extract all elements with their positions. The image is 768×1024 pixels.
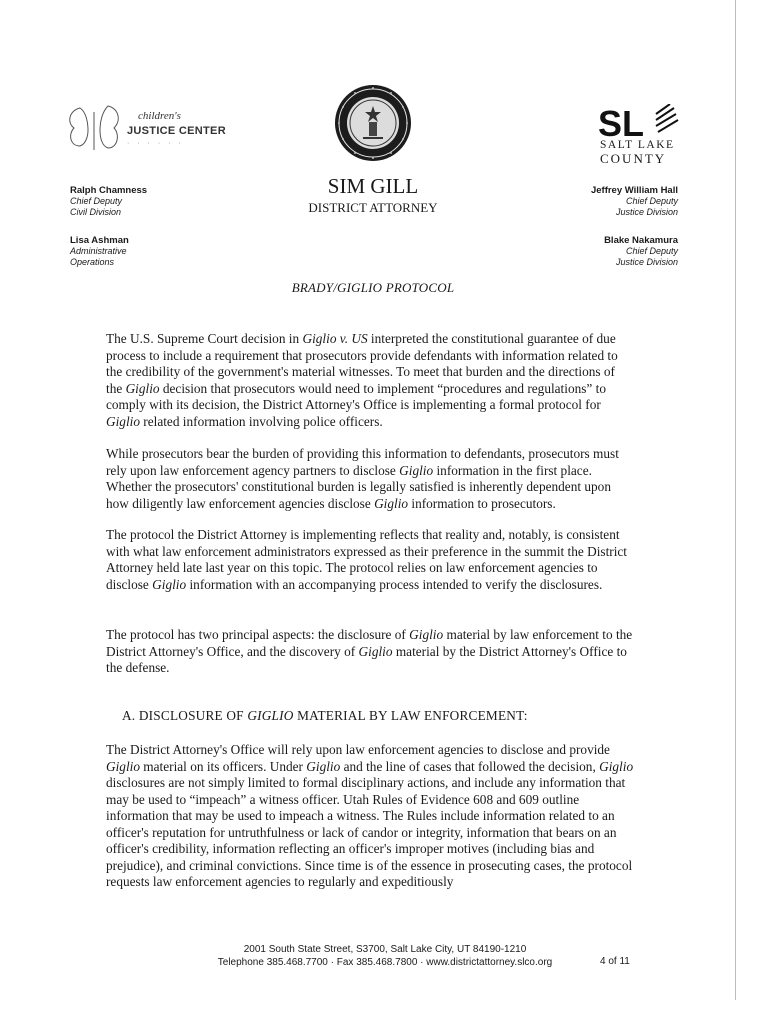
cjc-logo-line1: children's bbox=[138, 110, 181, 122]
staff-role: Administrative bbox=[70, 246, 127, 256]
staff-division: Justice Division bbox=[615, 257, 678, 267]
scan-edge-line bbox=[735, 0, 736, 1000]
staff-role: Chief Deputy bbox=[625, 246, 678, 256]
cjc-logo-tagline: · · · · · · bbox=[127, 140, 184, 147]
salt-lake-line: SALT LAKE bbox=[600, 139, 675, 151]
staff-division: Operations bbox=[70, 257, 115, 267]
staff-division: Civil Division bbox=[70, 207, 122, 217]
footer-line2: Telephone 385.468.7700 · Fax 385.468.7800 · www.districtattorney.slco.org bbox=[217, 957, 553, 968]
paragraph-1: The U.S. Supreme Court decision in Giglio v. US interpreted the constitutional guarantee of due process to include a requirement that prosecutors provide defendants with information related to the credibility of the government's material witnesses. To meet that burden and the directions of the Giglio decision that prosecutors would need to implement “procedures and regulations” to comply with its decision, the District Attorney's Office is implementing a formal protocol for Giglio related information involving police officers. bbox=[106, 331, 618, 429]
staff-left-2 bbox=[70, 235, 129, 268]
footer-address bbox=[150, 943, 620, 969]
document-title: BRADY/GIGLIO PROTOCOL bbox=[291, 280, 455, 295]
staff-name: Jeffrey William Hall bbox=[590, 185, 678, 196]
staff-right-1 bbox=[591, 185, 678, 218]
paragraph-2: While prosecutors bear the burden of providing this information to defendants, prosecutors must rely upon law enforcement agency partners to disclose Giglio information in the first place. Whether the prosecutors' constitutional burden is legally satisfied is inherently dependent upon how diligently law enforcement agencies disclose Giglio information to prosecutors. bbox=[106, 446, 619, 511]
staff-division: Justice Division bbox=[615, 207, 678, 217]
staff-right-2 bbox=[604, 235, 678, 268]
footer-line1: 2001 South State Street, S3700, Salt Lake City, UT 84190-1210 bbox=[243, 944, 527, 955]
staff-left-1 bbox=[70, 185, 147, 218]
district-attorney-name: SIM GILL bbox=[327, 174, 419, 198]
sl-monogram: SL bbox=[598, 104, 645, 144]
district-attorney-title: DISTRICT ATTORNEY bbox=[308, 200, 438, 215]
county-line: COUNTY bbox=[600, 151, 667, 166]
paragraph-3: The protocol the District Attorney is implementing reflects that reality and, notably, is consistent with what law enforcement administrators expressed as their preference in the summit the District Attorney held late last year on this topic. The protocol relies on law enforcement agencies to disclose Giglio information with an accompanying process intended to verify the disclosures. bbox=[106, 527, 627, 592]
cjc-logo-line2: JUSTICE CENTER bbox=[127, 125, 226, 137]
paragraph-4: The protocol has two principal aspects: the disclosure of Giglio material by law enforcement to the District Attorney's Office, and the discovery of Giglio material by the District Attorney's Office to the defense. bbox=[106, 627, 633, 675]
staff-name: Lisa Ashman bbox=[70, 235, 129, 246]
paragraph-5: The District Attorney's Office will rely upon law enforcement agencies to disclose and provide Giglio material on its officers. Under Giglio and the line of cases that followed the decision, Giglio disclosures are not simply limited to formal disciplinary actions, and include any information that may be used to “impeach” a witness officer. Utah Rules of Evidence 608 and 609 outline information that may be used to impeach a witness. The Rules include information related to an officer's reputation for untruthfulness or lack of candor or integrity, information that bears on an officer's credibility, information reflecting an officer's improper motives (including bias and prejudice), and criminal convictions. Since time is of the essence in prosecuting cases, the protocol requests law enforcement agencies to regularly and expeditiously bbox=[106, 742, 634, 889]
staff-name: Ralph Chamness bbox=[70, 185, 148, 196]
staff-role: Chief Deputy bbox=[625, 196, 678, 206]
section-a-heading: A. DISCLOSURE OF GIGLIO MATERIAL BY LAW ENFORCEMENT: bbox=[122, 708, 528, 723]
page-number: 4 of 11 bbox=[600, 956, 630, 967]
district-attorney-seal-icon bbox=[333, 82, 413, 164]
staff-role: Chief Deputy bbox=[70, 196, 123, 206]
staff-name: Blake Nakamura bbox=[604, 235, 678, 246]
